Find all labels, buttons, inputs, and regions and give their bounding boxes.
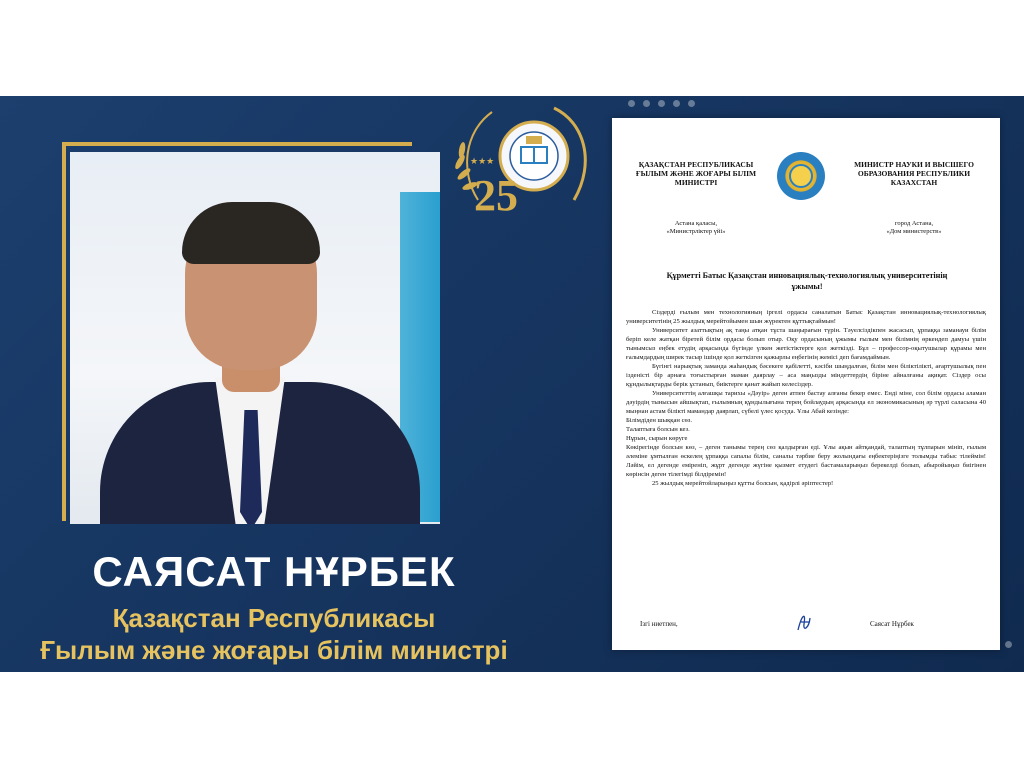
state-emblem-icon (777, 152, 825, 200)
letterhead-ru: МИНИСТР НАУКИ И ВЫСШЕГО ОБРАЗОВАНИЯ РЕСПУБЛИКИ КАЗАХСТАН (854, 160, 974, 187)
anniversary-number: 25 (474, 171, 518, 220)
salutation: Құрметті Батыс Қазақстан инновациялық-технологиялық университетінің ұжымы! (666, 271, 948, 291)
letterhead-kz: ҚАЗАҚСТАН РЕСПУБЛИКАСЫ ҒЫЛЫМ ЖӘНЕ ЖОҒАРЫ БІЛІМ МИНИСТРІ (635, 160, 757, 187)
closing-line: 25 жылдық мерейтойларыңыз құтты болсын, қадірлі әріптестер! (652, 480, 834, 487)
letter-body (626, 308, 986, 488)
role-line-1: Қазақстан Республикасы (112, 603, 436, 633)
role-line-2: Ғылым және жоғары білім министрі (40, 635, 508, 665)
portrait-photo (70, 152, 440, 524)
person-name: САЯСАТ НҰРБЕК (92, 548, 456, 595)
anniversary-logo (434, 102, 602, 222)
address-ru: город Астана, «Дом министерств» (886, 220, 942, 235)
poem-line: Білімдіден шыққан сөз. (626, 417, 693, 424)
paragraph: Сіздерді ғылым мен технологияның іргелі ордасы саналатын Батыс Қазақстан инновациялық-технологиялық университетінің 25 жылдық мерейтойымен шын жүректен құттықтаймын! (626, 309, 986, 325)
poem-line: Талаптыға болсын кез. (626, 426, 690, 433)
congratulation-letter (612, 118, 1000, 650)
poem-line: Көкірегінде болсын көз, – деген танымы терең сөз қалдырған еді. Ұлы ақын айтқандай, талаптың тұлпарын мініп, ғылым әлеміне ұмтылған өскелең ұрпаққа сапалы білім, саналы тәрбие беру жолындағы еңбектеріңізге толымды табыс тілеймін! Ләйім, ел дегенде еміреніп, жұрт дегенде жүгіне қызмет етудегі бастамаларыңыз берекелді болып, абыройыңыз биігінен көрінсін деген тілегімді білдіремін! (626, 444, 986, 478)
sign-respect: Ізгі ниетпен, (640, 620, 678, 628)
poem-line: Нұрын, сырын көруге (626, 435, 688, 442)
paragraph: Бүгінгі нарықтық заманда жаһандық бәсекеге қабілетті, кәсіби шыңдалған, білім мен біліктілікті, ағартушылық пен ізденісті бір арнаға тоғыстырған маман даярлау – аса маңызды міндеттердің біріне айналғаны ақиқат. Сіздер осы құндылықтарды берік ұстанып, биіктерге қанат жайып келесіздер. (626, 363, 986, 388)
signature-icon (794, 610, 814, 636)
address-kz: Астана қаласы, «Министрліктер үйі» (666, 220, 726, 235)
banner (0, 96, 1024, 672)
svg-text:★★★: ★★★ (470, 156, 495, 166)
paragraph: Университет азаттықтың ақ таңы атқан тұста шаңырағын түрін. Тәуелсіздікпен жасасып, ұрпаққа заманауи білім беріп келе жатқан біретей білім ордасы болып отыр. Оқу ордасының ұжымы ғылым мен білімнің өркендеп дамуы үшін тынымсыз еңбек етудің арқасында бүгінде үлкен жетістіктерге қол жеткізді. Бұл – профессор-оқытушылар құрамы мен ғалымдардың ширек тасыр ішінде қол жеткізген қажырлы еңбегінің жемісі деп бағамдаймын. (626, 327, 986, 361)
sign-name: Саясат Нұрбек (870, 620, 914, 628)
decorative-dots (628, 100, 695, 107)
paragraph: Университеттің алғашқы тарихы «Дәуір» деген атпен бастау алғаны бекер емес. Енді міне, сол білім ордасы аламан дәуірдің тынысын айшықтап, ғылымның құндылығына терең бойлаудың арқасында ел экономикасының әр түрлі саласына 40 мыңнан астам білікті мамандар даярлап, сүбелі үлес қосуда. Ұлы Абай кезінде: (626, 390, 986, 415)
